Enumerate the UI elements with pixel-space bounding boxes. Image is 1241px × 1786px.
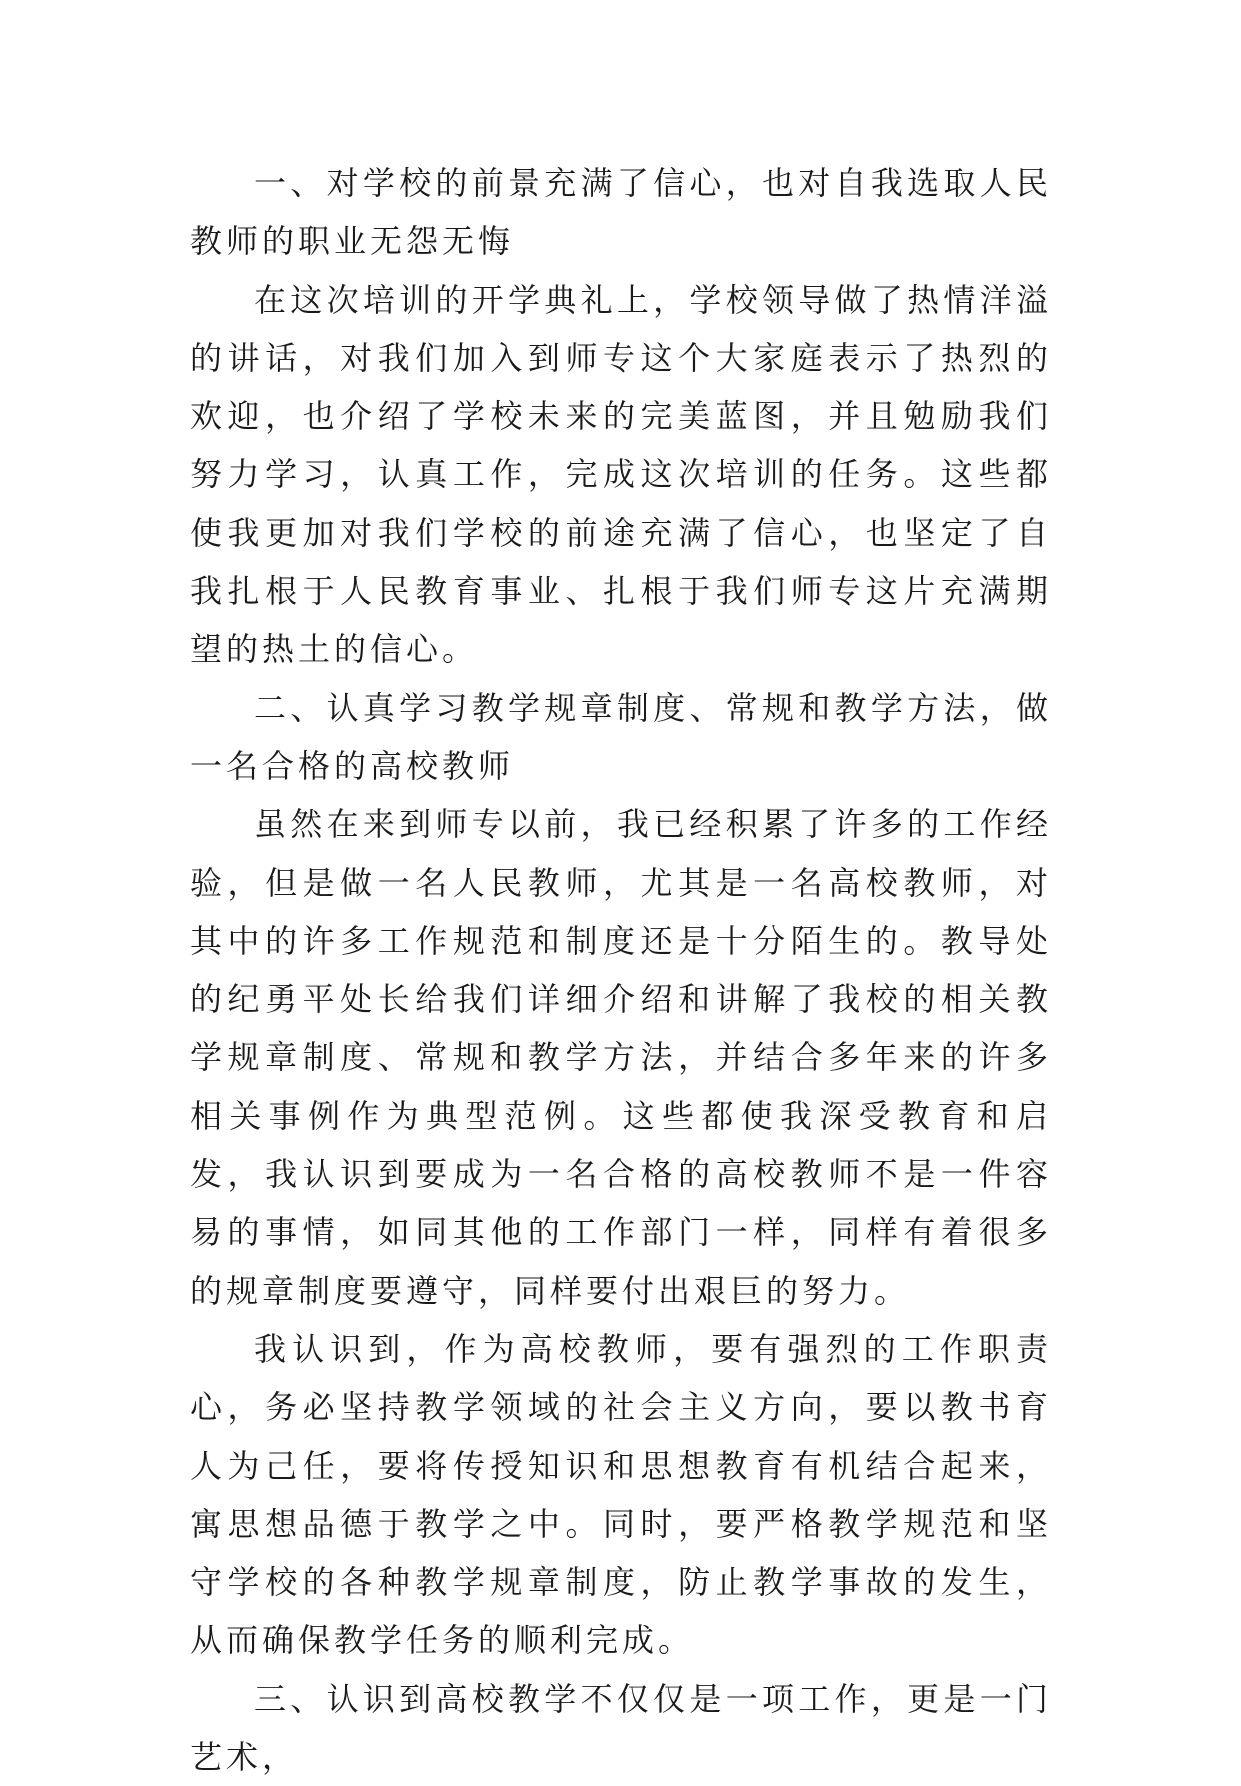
heading-section-2: 二、认真学习教学规章制度、常规和教学方法，做一名合格的高校教师 <box>190 688 1052 785</box>
paragraph-teaching-rules: 虽然在来到师专以前，我已经积累了许多的工作经验，但是做一名人民教师，尤其是一名高校教师，对其中的许多工作规范和制度还是十分陌生的。教导处的纪勇平处长给我们详细介绍和讲解了我校的相关教学规章制度、常规和教学方法，并结合多年来的许多相关事例作为典型范例。这些都使我深受教育和启发，我认识到要成为一名合格的高校教师不是一件容易的事情，如同其他的工作部门一样，同样有着很多的规章制度要遵守，同样要付出艰巨的努力。 <box>190 805 1052 1310</box>
heading-section-3: 三、认识到高校教学不仅仅是一项工作，更是一门艺术， <box>190 1679 1052 1777</box>
paragraph-teacher-responsibility: 我认识到，作为高校教师，要有强烈的工作职责心，务必坚持教学领域的社会主义方向，要以教书育人为己任，要将传授知识和思想教育有机结合起来，寓思想品德于教学之中。同时，要严格教学规范和坚守学校的各种教学规章制度，防止教学事故的发生，从而确保教学任务的顺利完成。 <box>190 1329 1052 1660</box>
document-body <box>190 154 1052 1786</box>
heading-section-1: 一、对学校的前景充满了信心，也对自我选取人民教师的职业无怨无悔 <box>190 164 1052 261</box>
paragraph-opening-ceremony: 在这次培训的开学典礼上，学校领导做了热情洋溢的讲话，对我们加入到师专这个大家庭表示了热烈的欢迎，也介绍了学校未来的完美蓝图，并且勉励我们努力学习，认真工作，完成这次培训的任务。这些都使我更加对我们学校的前途充满了信心，也坚定了自我扎根于人民教育事业、扎根于我们师专这片充满期望的热土的信心。 <box>190 280 1052 669</box>
